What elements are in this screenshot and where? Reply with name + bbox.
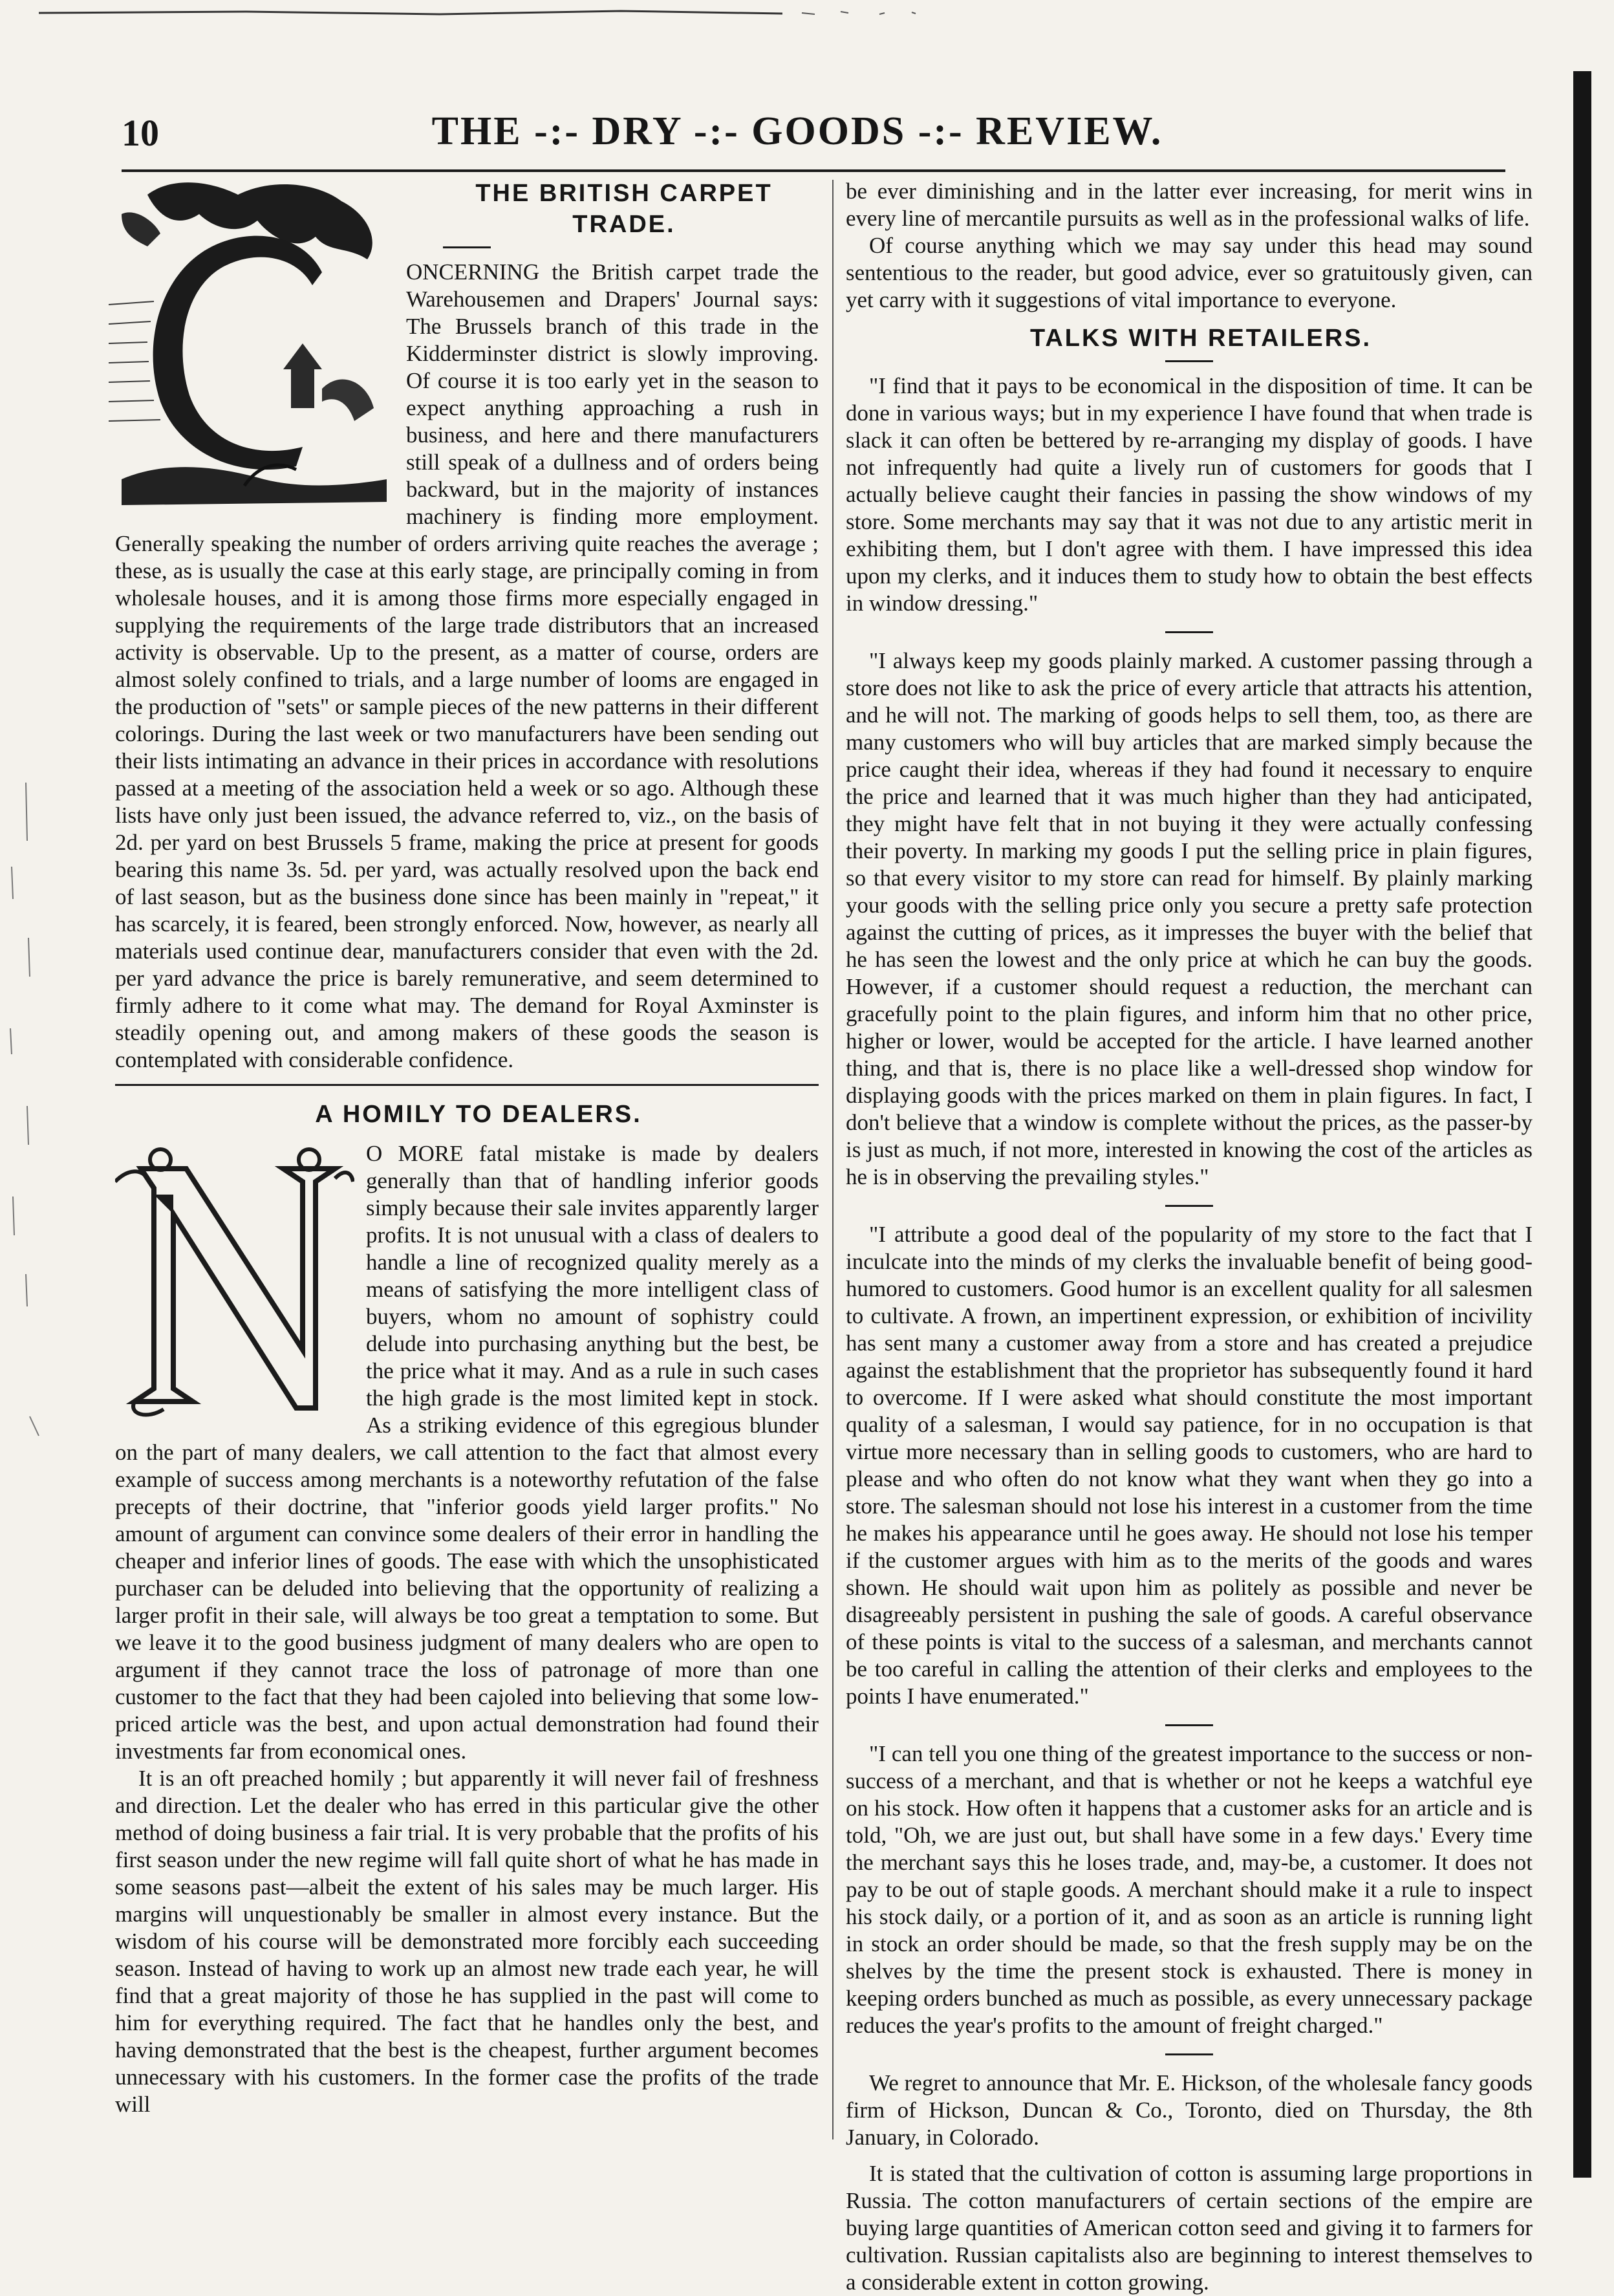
header-rule	[122, 169, 1505, 172]
scan-noise-top	[39, 5, 944, 21]
article-homily-para2: It is an oft preached homily ; but apparently it will never fail of freshness and direction. Let the dealer who has erred in this particular give the other method of doing business a fair trial. It is very probable that the profits of his first season under the new regime will fall quite short of what he has made in some seasons past—albeit the extent of his sales may be much larger. His margins will unquestionably be smaller in almost every instance. But the wisdom of his course will be demonstrated more forcibly each succeeding season. Instead of having to work up an almost new trade each year, he will find that a great majority of those he has supplied in the past will come to him for everything required. The fact that he handles only the best, and having demonstrated that the best is the cheapest, further argument becomes unnecessary with his customers. In the former case the profits of the trade will	[115, 1766, 819, 2117]
binding-edge	[1573, 71, 1591, 2178]
column-right	[846, 178, 1533, 2296]
talks-para4: "I can tell you one thing of the greatest importance to the success or non-success of a merchant, and that is whether or not he keeps a watchful eye on his stock. How often it happens that a customer asks for an article and is told, "Oh, we are just out, but shall have some in a few days.' Every time the merchant says this he loses trade, and, may-be, a customer. It does not pay to be out of staple goods. A merchant should make it a rule to inspect his stock daily, or a portion of it, and as soon as an article is running light in stock an order should be made, so that the fresh supply may be on the shelves by the time the present stock is exhausted. There is money in keeping orders bunched as much as possible, as every unnecessary package reduces the year's profits to the amount of freight charged."	[846, 1741, 1533, 2038]
separator-dash	[1165, 2053, 1213, 2055]
column-left	[115, 178, 819, 2118]
talks-para3: "I attribute a good deal of the popularity of my store to the fact that I inculcate into the minds of my clerks the invaluable benefit of being good-humored to customers. Good humor is an excellent quality for all salesmen to cultivate. A frown, an impertinent expression, or exhibition of incivility has sent many a customer away from a store and has created a prejudice against the establishment that the proprietor has subsequently found it hard to overcome. If I were asked what should constitute the most important quality of a salesman, I would say patience, for in no occupation is that virtue more necessary than in selling goods to customers, who are hard to please and who often do not know what they want when they go into a store. The salesman should not lose his interest in a customer from the time he makes his appearance until he goes away. He should not lose his temper if the customer argues with him as to the merits of the goods and wares shown. He should wait upon him as politely as possible and never be disagreeably persistent in pushing the sale of goods. A careful observance of these points is vital to the success of a salesman, and merchants cannot be too careful in calling the attention of their clerks and employees to the points I have enumerated."	[846, 1222, 1533, 1709]
talks-para1: "I find that it pays to be economical in the disposition of time. It can be done in various ways; but in my experience I have found that when trade is slack it can often be bettered by re-arranging my display of goods. I have not infrequently had quite a lively run of customers for goods that I actually believe caught their fancies in passing the show windows of my store. Some merchants may say that it was not due to any artistic merit in exhibiting them, but I don't agree with them. I have impressed this idea upon my clerks, and it induces them to study how to obtain the best effects in window dressing."	[846, 373, 1533, 616]
scan-noise-left	[0, 744, 45, 1520]
ornamental-drop-cap-n	[115, 1143, 354, 1421]
column-divider	[832, 180, 834, 2139]
talks-para2: "I always keep my goods plainly marked. A customer passing through a store does not like to ask the price of every article that attracts his attention, and he will not. The marking of goods helps to sell them, too, as there are many customers who will buy articles that are marked simply because the price caught their idea, whereas if they had found it necessary to enquire the price and learned that it was much higher than they had anticipated, they might have felt that in not buying it they were actually confessing their poverty. In marking my goods I put the selling price in plain figures, so that every visitor to my store can read for himself. By plainly marking your goods with the selling price only you secure a pretty safe protection against the cutting of prices, as it impresses the buyer with the belief that he has seen the lowest and the only price at which he can buy the goods. However, if a customer should request a reduction, the merchant can gracefully point to the plain figures, and inform him that no other price, higher or lower, would be accepted for the article. I have learned another thing, and that is, there is no place like a well-dressed shop window for displaying goods with the prices marked on them in plain figures. In fact, I don't believe that a window is complete without the prices, as the passer-by is just as much, if not more, interested in knowing the cost of the articles as he is in observing the prevailing styles."	[846, 648, 1533, 1189]
separator-dash	[1165, 631, 1213, 633]
article-homily-para3: Of course anything which we may say under this head may sound sententious to the reader, but good advice, ever so gratuitously given, can yet carry with it suggestions of vital importance to everyone.	[846, 233, 1533, 312]
news-cotton: It is stated that the cultivation of cotton is assuming large proportions in Russia. The cotton manufacturers of certain sections of the empire are buying large quantities of American cotton seed and giving it to farmers for cultivation. Russian capitalists also are beginning to interest themselves to a considerable extent in cotton growing.	[846, 2161, 1533, 2295]
news-hickson: We regret to announce that Mr. E. Hickson, of the wholesale fancy goods firm of Hickson, Duncan & Co., Toronto, died on Thursday, the 8th January, in Colorado.	[846, 2070, 1533, 2150]
heading-dash	[1165, 360, 1213, 362]
article-homily-continuation: be ever diminishing and in the latter ever increasing, for merit wins in every line of mercantile pursuits as well as in the professional walks of life.	[846, 179, 1533, 231]
heading-dash	[443, 246, 491, 248]
masthead-title: THE -:- DRY -:- GOODS -:- REVIEW.	[431, 109, 1163, 153]
page-number: 10	[122, 112, 159, 154]
ornamental-drop-cap-c	[109, 175, 393, 512]
separator-dash	[1165, 1205, 1213, 1207]
heading-homily: A HOMILY TO DEALERS.	[315, 1101, 642, 1128]
heading-talks-retailers: TALKS WITH RETAILERS.	[1029, 325, 1372, 352]
section-rule	[115, 1084, 819, 1086]
article-homily-para1: O MORE fatal mistake is made by dealers generally than that of handling inferior goods simply because their sale invites apparently larger profits. It is not unusual with a class of dealers to handle a line of recognized quality merely as a means of satisfying the more intelligent class of buyers, whom no amount of sophistry could delude into purchasing anything but the best, be the price what it may. And as a rule in such cases the high grade is the most limited kept in stock. As a striking evidence of this egregious blunder on the part of many dealers, we call attention to the fact that almost every example of success among merchants is a noteworthy refutation of the false precepts of their doctrine, that "inferior goods yield larger profits." No amount of argument can convince some dealers of their error in handling the cheaper and inferior lines of goods. The ease with which the unsophisticated purchaser can be deluded into believing that the opportunity of realizing a larger profit in their sale, will always be too great a temptation to some. But we leave it to the good business judgment of many dealers who are open to argument if they cannot trace the loss of patronage of more than one customer to the fact that they had been cajoled into believing that some low-priced article was the best, and upon actual demonstration had found their investments far from economical ones.	[115, 1141, 819, 1764]
heading-british-carpet-line1: THE BRITISH CARPET	[475, 180, 773, 207]
article-british-carpet-body: ONCERNING the British carpet trade the Warehousemen and Drapers' Journal says: The Brussels branch of this trade in the Kidderminster district is slowly improving. Of course it is too early yet in the season to expect anything approaching a rush in business, and here and there manufacturers still speak of a dullness and of orders being backward, but in the majority of instances machinery is finding more employment. Generally speaking the number of orders arriving quite reaches the average ; these, as is usually the case at this early stage, are principally coming in from wholesale houses, and it is among those firms more especially engaged in supplying the requirements of the large trade distributors that an increased activity is observable. Up to the present, as a matter of course, orders are almost solely confined to trials, and a large number of looms are engaged in the production of "sets" or sample pieces of the new patterns in their different colorings. During the last week or two manufacturers have been sending out their lists intimating an advance in their prices in accordance with resolutions passed at a meeting of the association held a week or so ago. Although these lists have only just been issued, the advance referred to, viz., on the basis of 2d. per yard on best Brussels 5 frame, making the price at present for goods bearing this name 3s. 5d. per yard, was actually resolved upon the back end of last season, but as the business done since has been mainly in "repeat," it has scarcely, it is feared, been strongly enforced. Now, however, as nearly all materials used continue dear, manufacturers consider that even with the 2d. per yard advance the price is barely remunerative, and seem determined to firmly adhere to it come what may. The demand for Royal Axminster is steadily opening out, and among makers of these goods the season is contemplated with considerable confidence.	[115, 259, 819, 1072]
page-header	[122, 109, 1473, 167]
separator-dash	[1165, 1724, 1213, 1726]
heading-british-carpet-line2: TRADE.	[572, 211, 676, 238]
